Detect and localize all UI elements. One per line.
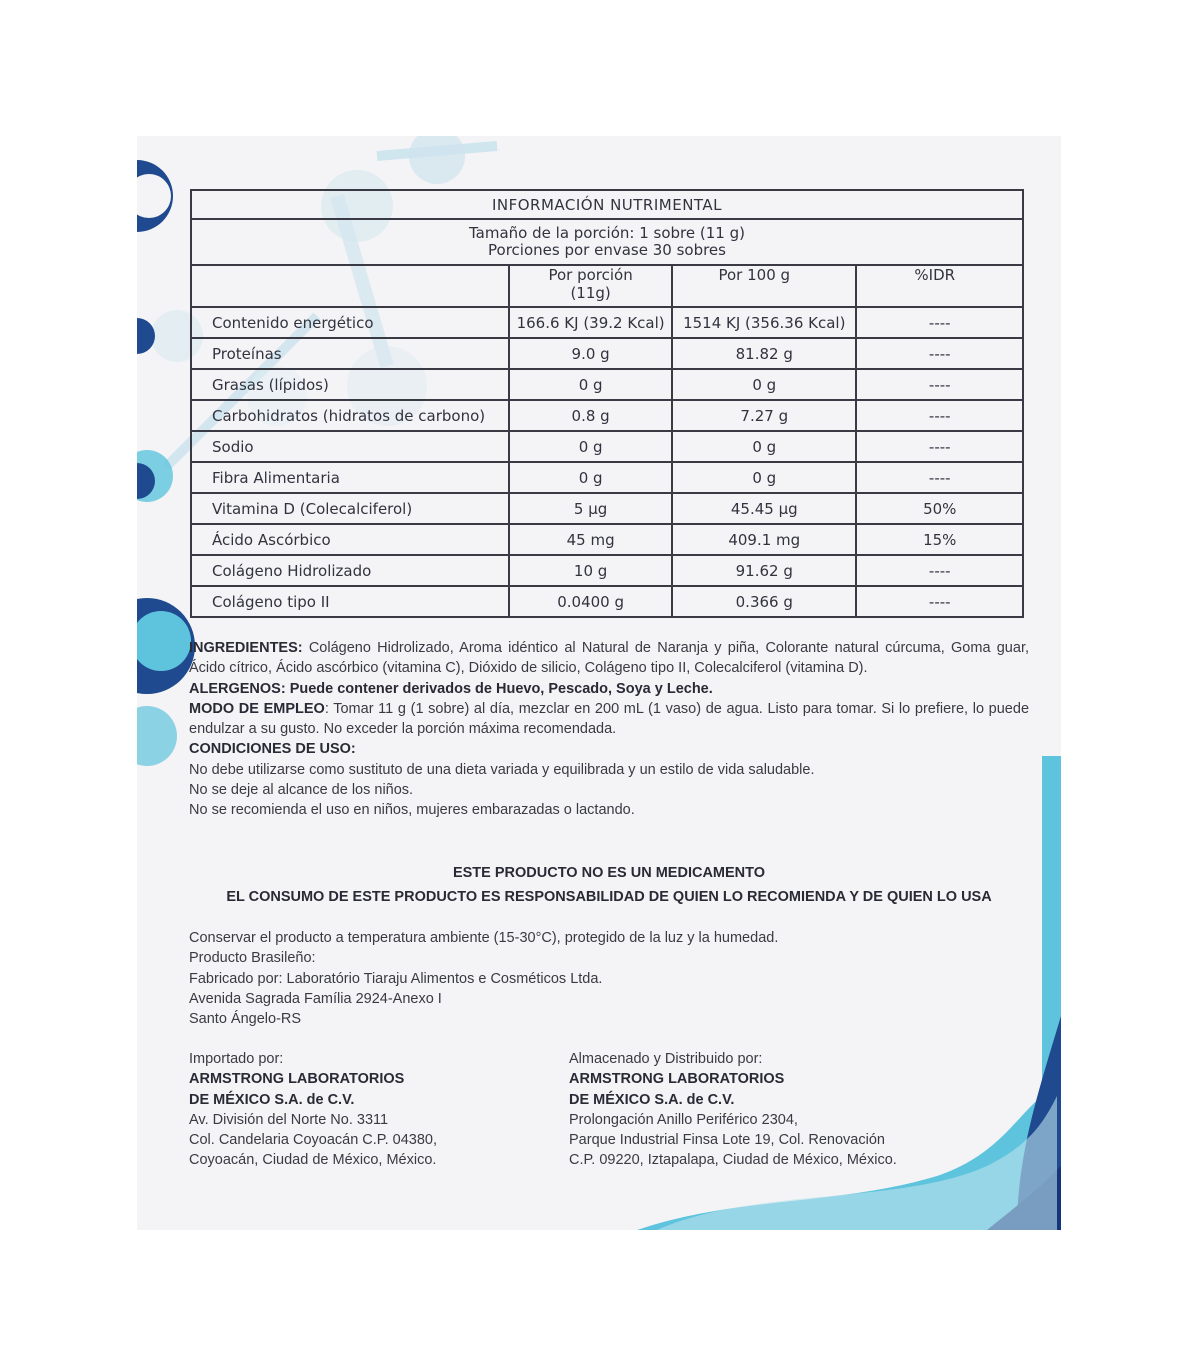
per-serving-value: 0.8 g — [509, 400, 672, 431]
storage-line: Fabricado por: Laboratório Tiaraju Alimentos e Cosméticos Ltda. — [189, 970, 603, 987]
nutrition-row — [191, 493, 1023, 524]
importer-address-line: Coyoacán, Ciudad de México, México. — [189, 1152, 437, 1169]
per-100g-value: 0 g — [672, 462, 856, 493]
nutrient-name: Colágeno tipo II — [191, 586, 509, 617]
product-box-back — [137, 136, 1061, 1230]
storage-section — [189, 928, 1029, 1029]
warning-1: ESTE PRODUCTO NO ES UN MEDICAMENTO — [452, 865, 766, 881]
idr-value: ---- — [856, 586, 1023, 617]
serving-size: Tamaño de la porción: 1 sobre (11 g) — [469, 224, 745, 242]
per-serving-value: 166.6 KJ (39.2 Kcal) — [509, 307, 672, 338]
per-serving-value: 0 g — [509, 431, 672, 462]
allergens-label: ALERGENOS: — [189, 680, 286, 697]
storage-line: Producto Brasileño: — [189, 950, 316, 967]
nutrient-name: Contenido energético — [191, 307, 509, 338]
header-per-serving: Por porción (11g) — [509, 265, 672, 307]
distributor-address-line: Prolongación Anillo Periférico 2304, — [569, 1111, 798, 1128]
idr-value: 15% — [856, 524, 1023, 555]
per-serving-value: 5 µg — [509, 493, 672, 524]
condition-line: No se deje al alcance de los niños. — [189, 782, 414, 799]
idr-value: ---- — [856, 369, 1023, 400]
per-100g-value: 7.27 g — [672, 400, 856, 431]
importer-block — [189, 1049, 529, 1171]
per-serving-value: 9.0 g — [509, 338, 672, 369]
ingredients-label: INGREDIENTES: — [189, 640, 303, 656]
per-serving-value: 0.0400 g — [509, 586, 672, 617]
distributor-name-line: ARMSTRONG LABORATORIOS — [569, 1071, 785, 1088]
per-100g-value: 0 g — [672, 431, 856, 462]
nutrient-name: Grasas (lípidos) — [191, 369, 509, 400]
usage-text: : Tomar 11 g (1 sobre) al día, mezclar en 200 mL (1 vaso) de agua. Listo para tomar. Si lo prefiere, lo puede endulzar a su gusto. No exceder la porción máxima recomendada. — [189, 700, 1030, 738]
idr-value: 50% — [856, 493, 1023, 524]
importer-address-line: Av. División del Norte No. 3311 — [189, 1111, 389, 1128]
nutrition-table — [190, 189, 1024, 618]
nutrition-row — [191, 369, 1023, 400]
servings-per-container: Porciones por envase 30 sobres — [488, 241, 726, 259]
per-serving-value: 10 g — [509, 555, 672, 586]
idr-value: ---- — [856, 307, 1023, 338]
ingredients-text: Colágeno Hidrolizado, Aroma idéntico al Natural de Naranja y piña, Colorante natural cúrcuma, Goma guar, Ácido cítrico, Ácido ascórbico (vitamina C), Dióxido de silicio, Colágeno tipo II, Colecalciferol (vitamina D). — [189, 640, 1029, 677]
condition-line: No se recomienda el uso en niños, mujeres embarazadas o lactando. — [189, 802, 635, 819]
distributor-address-line: C.P. 09220, Iztapalapa, Ciudad de México, México. — [569, 1152, 897, 1169]
serving-info-row — [191, 219, 1023, 265]
nutrition-row — [191, 400, 1023, 431]
header-empty — [191, 265, 509, 307]
nutrition-row — [191, 524, 1023, 555]
per-serving-value: 0 g — [509, 369, 672, 400]
nutrition-header-row — [191, 265, 1023, 307]
importer-name-line: ARMSTRONG LABORATORIOS — [189, 1071, 405, 1088]
header-per-100g: Por 100 g — [672, 265, 856, 307]
nutrition-rows — [191, 307, 1023, 617]
per-100g-value: 91.62 g — [672, 555, 856, 586]
idr-value: ---- — [856, 431, 1023, 462]
nutrition-row — [191, 555, 1023, 586]
per-serving-value: 0 g — [509, 462, 672, 493]
nutrition-row — [191, 462, 1023, 493]
distributor-label: Almacenado y Distribuido por: — [569, 1051, 763, 1067]
label-panel — [137, 136, 1061, 1230]
idr-value: ---- — [856, 555, 1023, 586]
per-100g-value: 409.1 mg — [672, 524, 856, 555]
nutrition-title-row — [191, 190, 1023, 219]
ingredients-section — [189, 638, 1029, 821]
per-100g-value: 1514 KJ (356.36 Kcal) — [672, 307, 856, 338]
nutrient-name: Colágeno Hidrolizado — [191, 555, 509, 586]
header-idr: %IDR — [856, 265, 1023, 307]
nutrient-name: Vitamina D (Colecalciferol) — [191, 493, 509, 524]
per-100g-value: 81.82 g — [672, 338, 856, 369]
per-100g-value: 0.366 g — [672, 586, 856, 617]
usage-label: MODO DE EMPLEO — [189, 700, 325, 717]
per-serving-value: 45 mg — [509, 524, 672, 555]
idr-value: ---- — [856, 338, 1023, 369]
idr-value: ---- — [856, 462, 1023, 493]
nutrient-name: Ácido Ascórbico — [191, 524, 509, 555]
distributor-address-line: Parque Industrial Finsa Lote 19, Col. Renovación — [569, 1132, 885, 1149]
nutrition-row — [191, 431, 1023, 462]
per-100g-value: 0 g — [672, 369, 856, 400]
idr-value: ---- — [856, 400, 1023, 431]
nutrient-name: Proteínas — [191, 338, 509, 369]
storage-line: Conservar el producto a temperatura ambiente (15-30°C), protegido de la luz y la humedad. — [189, 930, 779, 946]
nutrition-row — [191, 586, 1023, 617]
per-100g-value: 45.45 µg — [672, 493, 856, 524]
nutrient-name: Carbohidratos (hidratos de carbono) — [191, 400, 509, 431]
nutrition-row — [191, 307, 1023, 338]
nutrient-name: Sodio — [191, 431, 509, 462]
importer-address-line: Col. Candelaria Coyoacán C.P. 04380, — [189, 1132, 438, 1149]
storage-line: Santo Ángelo-RS — [189, 1011, 302, 1028]
allergens-text: Puede contener derivados de Huevo, Pescado, Soya y Leche. — [285, 680, 713, 697]
conditions-label: CONDICIONES DE USO: — [189, 741, 356, 758]
nutrient-name: Fibra Alimentaria — [191, 462, 509, 493]
distributor-block — [569, 1049, 969, 1171]
condition-line: No debe utilizarse como sustituto de una dieta variada y equilibrada y un estilo de vida saludable. — [189, 761, 815, 778]
storage-line: Avenida Sagrada Família 2924-Anexo I — [189, 990, 442, 1007]
warning-2: EL CONSUMO DE ESTE PRODUCTO ES RESPONSABILIDAD DE QUIEN LO RECOMIENDA Y DE QUIEN LO USA — [226, 889, 992, 905]
importer-label: Importado por: — [189, 1051, 284, 1067]
nutrition-row — [191, 338, 1023, 369]
importer-name-line: DE MÉXICO S.A. de C.V. — [189, 1091, 355, 1108]
nutrition-title: INFORMACIÓN NUTRIMENTAL — [191, 190, 1023, 219]
distributor-name-line: DE MÉXICO S.A. de C.V. — [569, 1091, 735, 1108]
